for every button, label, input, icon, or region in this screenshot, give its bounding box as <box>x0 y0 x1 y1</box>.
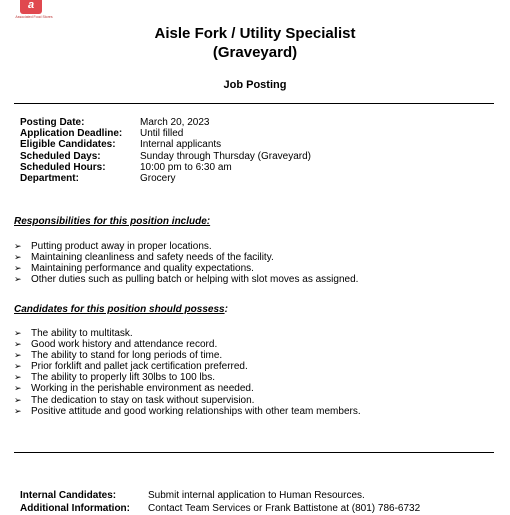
arrow-bullet-icon: ➢ <box>14 394 22 405</box>
list-item <box>14 350 361 361</box>
list-item <box>14 241 358 252</box>
arrow-bullet-icon: ➢ <box>14 241 22 251</box>
list-item-text: Other duties such as pulling batch or helping with slot moves as assigned. <box>31 274 359 286</box>
detail-label: Application Deadline: <box>20 128 123 140</box>
qualifications-list <box>14 328 361 417</box>
list-item <box>14 383 361 394</box>
arrow-bullet-icon: ➢ <box>14 350 22 361</box>
footer-row-additional-information <box>20 502 420 515</box>
detail-label: Posting Date: <box>20 117 85 128</box>
top-divider <box>14 103 494 104</box>
list-item <box>14 395 361 406</box>
document-subtitle: Job Posting <box>223 79 287 91</box>
detail-label: Department: <box>20 173 79 185</box>
posting-details <box>20 117 311 184</box>
list-item <box>14 274 358 285</box>
responsibilities-list <box>14 241 358 285</box>
list-item-text: Prior forklift and pallet jack certification preferred. <box>31 361 248 373</box>
list-item <box>14 328 361 339</box>
arrow-bullet-icon: ➢ <box>14 252 22 263</box>
detail-value: Internal applicants <box>140 139 222 151</box>
logo-mark: a <box>20 0 42 14</box>
detail-row-scheduled-hours <box>20 162 311 173</box>
footer-label: Internal Candidates: <box>20 490 117 501</box>
detail-row-posting-date <box>20 117 311 128</box>
list-item-text: The ability to properly lift 30lbs to 100 lbs. <box>31 372 215 384</box>
list-item-text: Putting product away in proper locations. <box>31 241 212 252</box>
list-item <box>14 263 358 274</box>
footer-value: Submit internal application to Human Resources. <box>148 490 365 501</box>
arrow-bullet-icon: ➢ <box>14 405 22 416</box>
arrow-bullet-icon: ➢ <box>14 361 22 372</box>
list-item-text: Good work history and attendance record. <box>31 339 218 351</box>
job-title-shift: (Graveyard) <box>212 44 298 61</box>
detail-value: Sunday through Thursday (Graveyard) <box>140 150 312 162</box>
list-item <box>14 361 361 372</box>
list-item <box>14 372 361 383</box>
application-info <box>20 489 420 515</box>
footer-value: Contact Team Services or Frank Battistone at (801) 786-6732 <box>148 503 421 514</box>
bottom-divider <box>14 452 494 453</box>
arrow-bullet-icon: ➢ <box>14 328 22 338</box>
arrow-bullet-icon: ➢ <box>14 383 22 394</box>
list-item-text: Maintaining cleanliness and safety needs of the facility. <box>31 252 274 264</box>
detail-row-department <box>20 173 311 184</box>
list-item-text: The ability to stand for long periods of time. <box>31 350 223 362</box>
list-item-text: Maintaining performance and quality expectations. <box>31 263 254 275</box>
arrow-bullet-icon: ➢ <box>14 339 22 350</box>
detail-value: March 20, 2023 <box>140 117 210 128</box>
list-item-text: The ability to multitask. <box>31 328 133 339</box>
qualifications-heading <box>14 304 228 315</box>
list-item-text: Working in the perishable environment as needed. <box>31 383 254 395</box>
list-item <box>14 406 361 417</box>
qualifications-heading-colon: : <box>224 304 228 315</box>
detail-value: 10:00 pm to 6:30 am <box>140 161 232 173</box>
company-logo <box>14 0 53 22</box>
arrow-bullet-icon: ➢ <box>14 274 22 285</box>
footer-row-internal-candidates <box>20 489 420 502</box>
detail-row-scheduled-days <box>20 151 311 162</box>
detail-label: Eligible Candidates: <box>20 139 116 151</box>
list-item-text: Positive attitude and good working relationships with other team members. <box>31 405 361 417</box>
detail-label: Scheduled Hours: <box>20 161 106 173</box>
detail-row-application-deadline <box>20 128 311 139</box>
list-item <box>14 252 358 263</box>
list-item-text: The dedication to stay on task without supervision. <box>31 394 255 406</box>
responsibilities-heading: Responsibilities for this position include: <box>14 216 211 227</box>
arrow-bullet-icon: ➢ <box>14 263 22 274</box>
detail-row-eligible-candidates <box>20 139 311 150</box>
job-title: Aisle Fork / Utility Specialist <box>154 25 356 42</box>
detail-label: Scheduled Days: <box>20 150 101 162</box>
detail-value: Grocery <box>140 173 176 185</box>
qualifications-heading-text: Candidates for this position should possess <box>14 304 225 315</box>
logo-text: Associated Food Stores <box>15 15 53 19</box>
detail-value: Until filled <box>140 128 184 140</box>
list-item <box>14 339 361 350</box>
footer-label: Additional Information: <box>20 503 130 514</box>
arrow-bullet-icon: ➢ <box>14 372 22 383</box>
